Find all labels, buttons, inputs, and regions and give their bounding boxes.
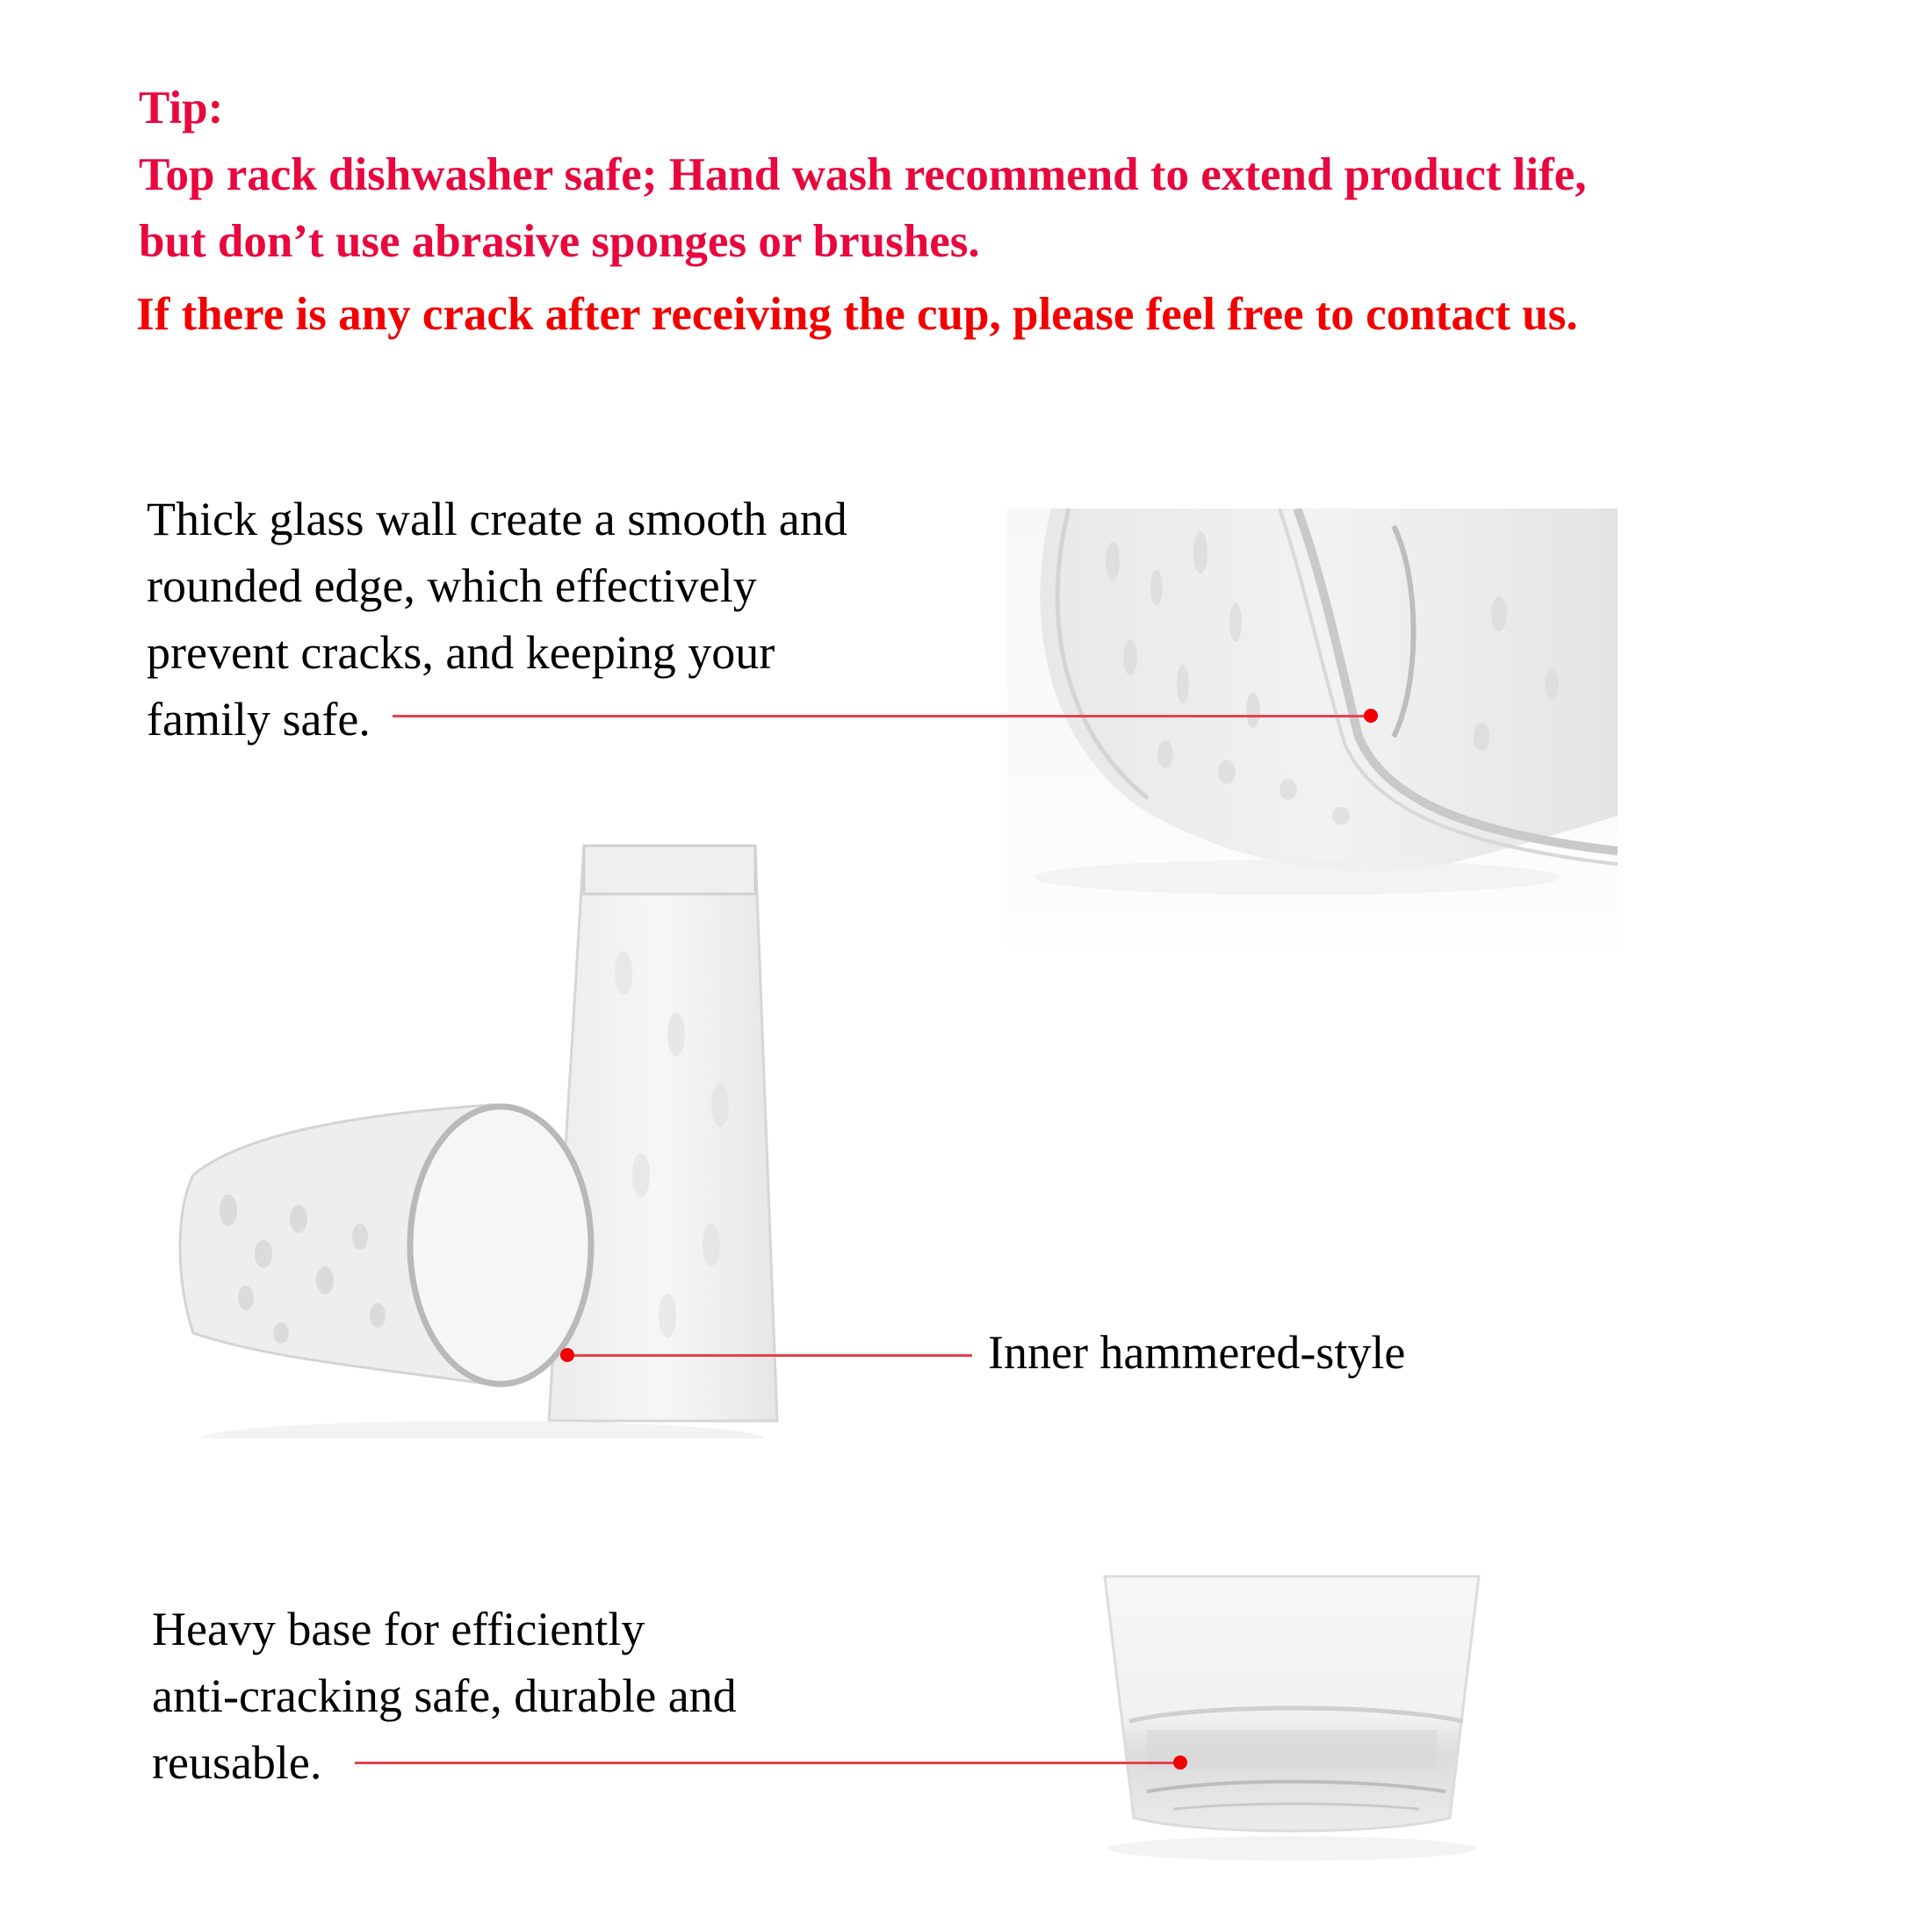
callout-hammered-marker-dot <box>560 1348 574 1362</box>
two-hammered-glasses-photo <box>149 841 797 1438</box>
callout-hammered-leader-line <box>567 1354 972 1357</box>
callout-thick-wall-leader-line <box>393 715 1371 717</box>
callout-heavy-base-line-2: anti-cracking safe, durable and <box>152 1669 737 1722</box>
callout-hammered-text <box>988 1319 1405 1386</box>
callout-thick-wall-line-2: rounded edge, which effectively <box>147 559 757 612</box>
glass-base-illustration <box>1094 1572 1489 1897</box>
callout-thick-wall-line-1: Thick glass wall create a smooth and <box>147 493 847 545</box>
callout-thick-wall-text <box>147 486 847 753</box>
callout-thick-wall-line-3: prevent cracks, and keeping your <box>147 626 775 679</box>
glass-rim-illustration <box>1007 508 1618 949</box>
tip-heading: Tip: <box>139 83 224 133</box>
callout-heavy-base-line-1: Heavy base for efficiently <box>152 1603 645 1655</box>
tip-care-line-2: but don’t use abrasive sponges or brushes. <box>139 216 980 267</box>
tip-contact-line: If there is any crack after receiving the cup, please feel free to contact us. <box>136 289 1578 340</box>
callout-thick-wall-marker-dot <box>1364 709 1378 723</box>
glass-rim-closeup-photo <box>1007 508 1618 949</box>
callout-hammered-line-1: Inner hammered-style <box>988 1326 1406 1379</box>
callout-thick-wall-line-4: family safe. <box>147 693 371 746</box>
callout-heavy-base-line-3: reusable. <box>152 1736 322 1789</box>
glass-heavy-base-photo <box>1094 1572 1489 1897</box>
tip-care-line-1: Top rack dishwasher safe; Hand wash recommend to extend product life, <box>139 149 1587 200</box>
callout-heavy-base-marker-dot <box>1173 1755 1187 1770</box>
callout-heavy-base-leader-line <box>355 1762 1180 1764</box>
callout-heavy-base-text <box>152 1596 737 1796</box>
two-glasses-illustration <box>149 841 797 1438</box>
